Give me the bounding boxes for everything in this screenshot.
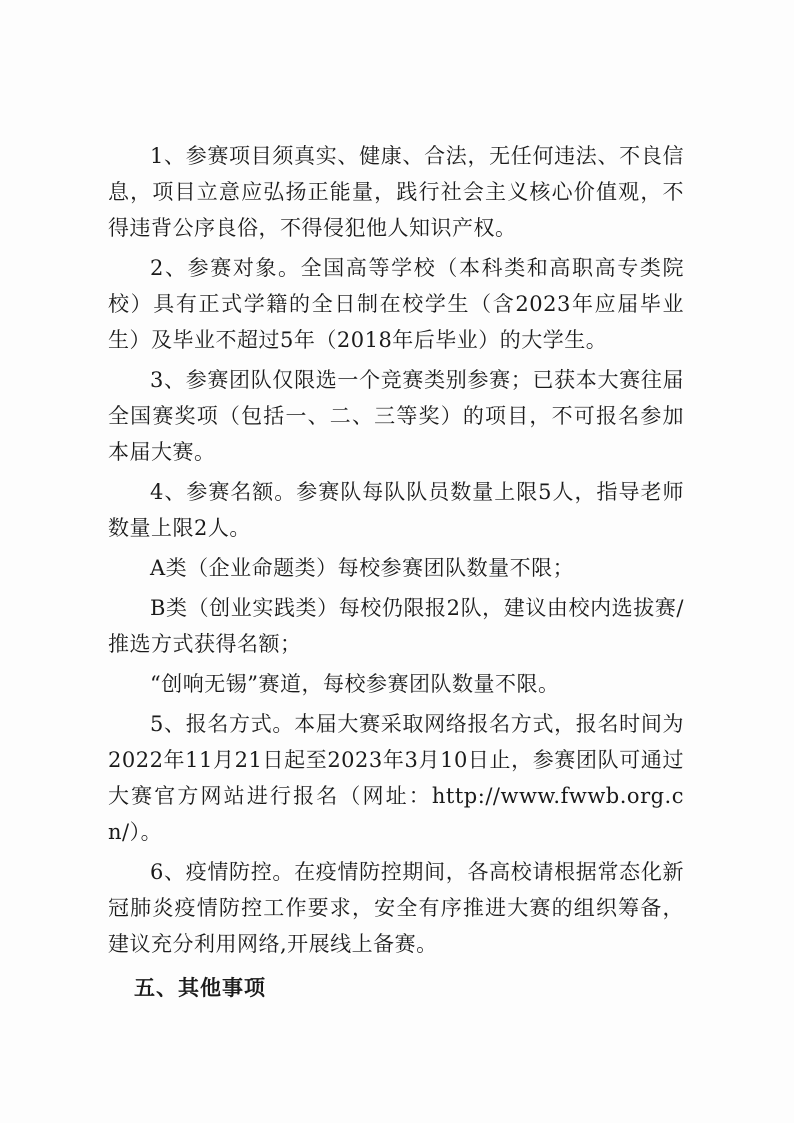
paragraph-participants: 2、参赛对象。全国高等学校（本科类和高职高专类院校）具有正式学籍的全日制在校学生（含2023年应届毕业生）及毕业不超过5年（2018年后毕业）的大学生。: [108, 256, 684, 352]
paragraph-category-a: A类（企业命题类）每校参赛团队数量不限；: [150, 556, 575, 580]
paragraph-quota: 4、参赛名额。参赛队每队队员数量上限5人，指导老师数量上限2人。: [108, 480, 684, 540]
paragraph-category-limit: 3、参赛团队仅限选一个竞赛类别参赛；已获本大赛往届全国赛奖项（包括一、二、三等奖）的项目，不可报名参加本届大赛。: [108, 368, 684, 464]
paragraph-wuxi-track: “创响无锡”赛道，每校参赛团队数量不限。: [150, 672, 560, 696]
paragraph-registration: 5、报名方式。本届大赛采取网络报名方式，报名时间为2022年11月21日起至2023年3月10日止，参赛团队可通过大赛官方网站进行报名（网址：http://www.fwwb.org.cn/）。: [108, 712, 684, 844]
paragraph-category-b: B类（创业实践类）每校仍限报2队，建议由校内选拔赛/推选方式获得名额；: [108, 596, 684, 656]
document-body: [108, 138, 684, 1006]
paragraph-requirements: 1、参赛项目须真实、健康、合法，无任何违法、不良信息，项目立意应弘扬正能量，践行社会主义核心价值观，不得违背公序良俗，不得侵犯他人知识产权。: [108, 144, 684, 240]
paragraph-epidemic-control: 6、疫情防控。在疫情防控期间，各高校请根据常态化新冠肺炎疫情防控工作要求，安全有序推进大赛的组织筹备，建议充分利用网络,开展线上备赛。: [108, 860, 684, 956]
section-heading-other-matters: 五、其他事项: [134, 976, 266, 1000]
